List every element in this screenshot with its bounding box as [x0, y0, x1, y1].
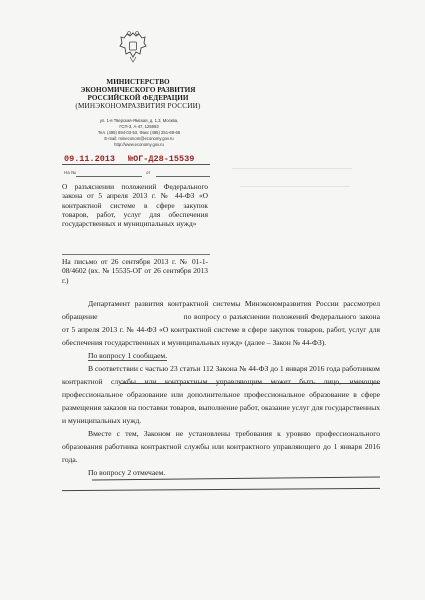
address-phone: Тел. (495) 694-03-53, Факс (495) 251-69-65 [97, 130, 181, 135]
subject-reference: На письмо от 26 сентября 2013 г. № 01-1-08/4602 (вх. № 15535-ОГ от 26 сентября 2013 г.) [62, 257, 208, 285]
subject-divider [62, 254, 210, 255]
paragraph-2-text: По вопросу 1 сообщаем. [88, 351, 168, 360]
paragraph-3: В соответствии с частью 23 статьи 112 Закона № 44-ФЗ до 1 января 2016 года работником контрактной службы или контрактным управляющим может быть лицо, имеющее профессиональное образование или дополнительное профессиональное образование в сфере размещения заказов на поставки товаров, выполнение работ, оказание услуг для государственных и муниципальных нужд. [62, 364, 380, 425]
ministry-name-line3: РОССИЙСКОЙ ФЕДЕРАЦИИ [87, 94, 189, 102]
reference-date-blank [156, 176, 210, 177]
ministry-short-name: (МИНЭКОНОМРАЗВИТИЯ РОССИИ) [75, 102, 201, 110]
bleed-through-mark [232, 168, 352, 169]
strike-through-line [62, 488, 380, 491]
subject-text: О разъяснении положений Федерального закона от 5 апреля 2013 г. № 44-ФЗ «О контрактной системе в сфере закупок товаров, работ, услуг для обеспечения государственных и муниципальных нужд» [62, 182, 208, 229]
bleed-through-mark [240, 186, 350, 187]
paragraph-4: Вместе с тем, Законом не установлены требования к уровню профессионального образования работника контрактной службы или контрактного управляющего до 1 января 2016 года. [62, 429, 380, 464]
strike-through-line [120, 383, 380, 384]
letter-body [62, 297, 380, 479]
address-line1: ул. 1-я Тверская-Ямская, д. 1,3, Москва, [99, 118, 179, 123]
registration-underline [62, 164, 210, 165]
ministry-name-line1: МИНИСТЕРСТВО [106, 78, 170, 86]
paragraph-2 [62, 349, 380, 362]
registration-number: №ОГ-Д28-15539 [128, 154, 195, 164]
ministry-name-line2: ЭКОНОМИЧЕСКОГО РАЗВИТИЯ [80, 86, 196, 94]
address-line2: ГСП-3, А-47, 125993 [119, 124, 159, 129]
reference-number-blank [76, 176, 142, 177]
paragraph-1 [62, 297, 380, 349]
coat-of-arms-emblem-icon [118, 30, 148, 64]
reference-ot-label: от [146, 170, 151, 175]
address-email: E-mail: mineconom@economy.gov.ru [104, 136, 174, 141]
reference-na-label: На № [64, 170, 76, 175]
paragraph-1-rest: по вопросу о разъяснении положений Федерального закона от 5 апреля 2013 г. № 44-ФЗ «О контрактной системе в сфере закупок товаров, работ, услуг для обеспечения государственных и муниципальных нужд» (далее – Закон № 44-ФЗ). [62, 312, 380, 347]
address-website: http://www.economy.gov.ru [114, 142, 164, 147]
registration-date: 09.11.2013 [64, 154, 116, 164]
paragraph-1-start: Департамент развития контрактной системы Минэкономразвития России рассмотрел обращение [62, 299, 380, 321]
paragraph-5: По вопросу 2 отмечаем. [88, 468, 166, 477]
